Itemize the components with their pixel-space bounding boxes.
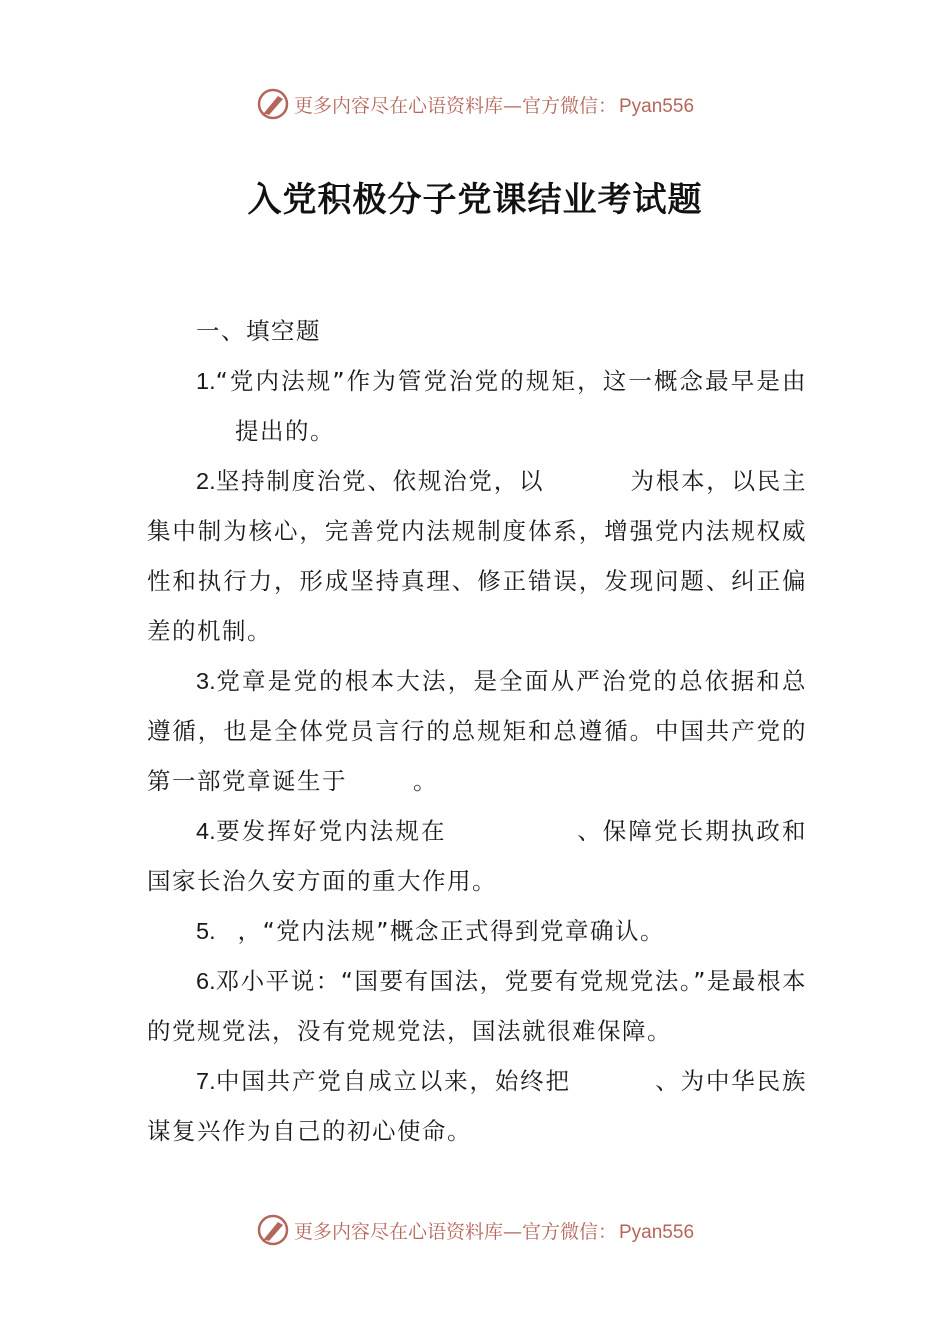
question-5: 5. ，“党内法规”概念正式得到党章确认。 [196, 917, 665, 945]
question-list [147, 306, 807, 1156]
question-3: 3.党章是党的根本大法，是全面从严治党的总依据和总遵循，也是全体党员言行的总规矩和总遵循。中国共产党的第一部党章诞生于 。 [147, 667, 807, 795]
question-2: 2.坚持制度治党、依规治党，以 为根本，以民主集中制为核心，完善党内法规制度体系，增强党内法规权威性和执行力，形成坚持真理、修正错误，发现问题、纠正偏差的机制。 [147, 467, 807, 645]
question-1: 1.“党内法规”作为管党治党的规矩，这一概念最早是由提出的。 [196, 367, 807, 445]
pen-nib-logo-icon [256, 87, 290, 121]
watermark-banner-bottom [0, 1210, 950, 1250]
question-7: 7.中国共产党自成立以来，始终把 、为中华民族谋复兴作为自己的初心使命。 [147, 1067, 808, 1145]
question-6: 6.邓小平说：“国要有国法，党要有党规党法。”是最根本的党规党法，没有党规党法，国法就很难保障。 [147, 967, 807, 1045]
wechat-id: Pyan556 [619, 95, 695, 117]
section-heading: 一、填空题 [196, 317, 321, 345]
pen-nib-logo-icon [256, 1213, 290, 1247]
watermark-text: 更多内容尽在心语资料库—官方微信： Pyan556 [293, 1220, 695, 1243]
watermark-text: 更多内容尽在心语资料库—官方微信： Pyan556 [293, 94, 695, 117]
wechat-id: Pyan556 [619, 1221, 695, 1243]
question-4: 4.要发挥好党内法规在 、保障党长期执政和国家长治久安方面的重大作用。 [147, 817, 808, 895]
watermark-banner-top [0, 84, 950, 124]
page-title: 入党积极分子党课结业考试题 [247, 180, 703, 220]
